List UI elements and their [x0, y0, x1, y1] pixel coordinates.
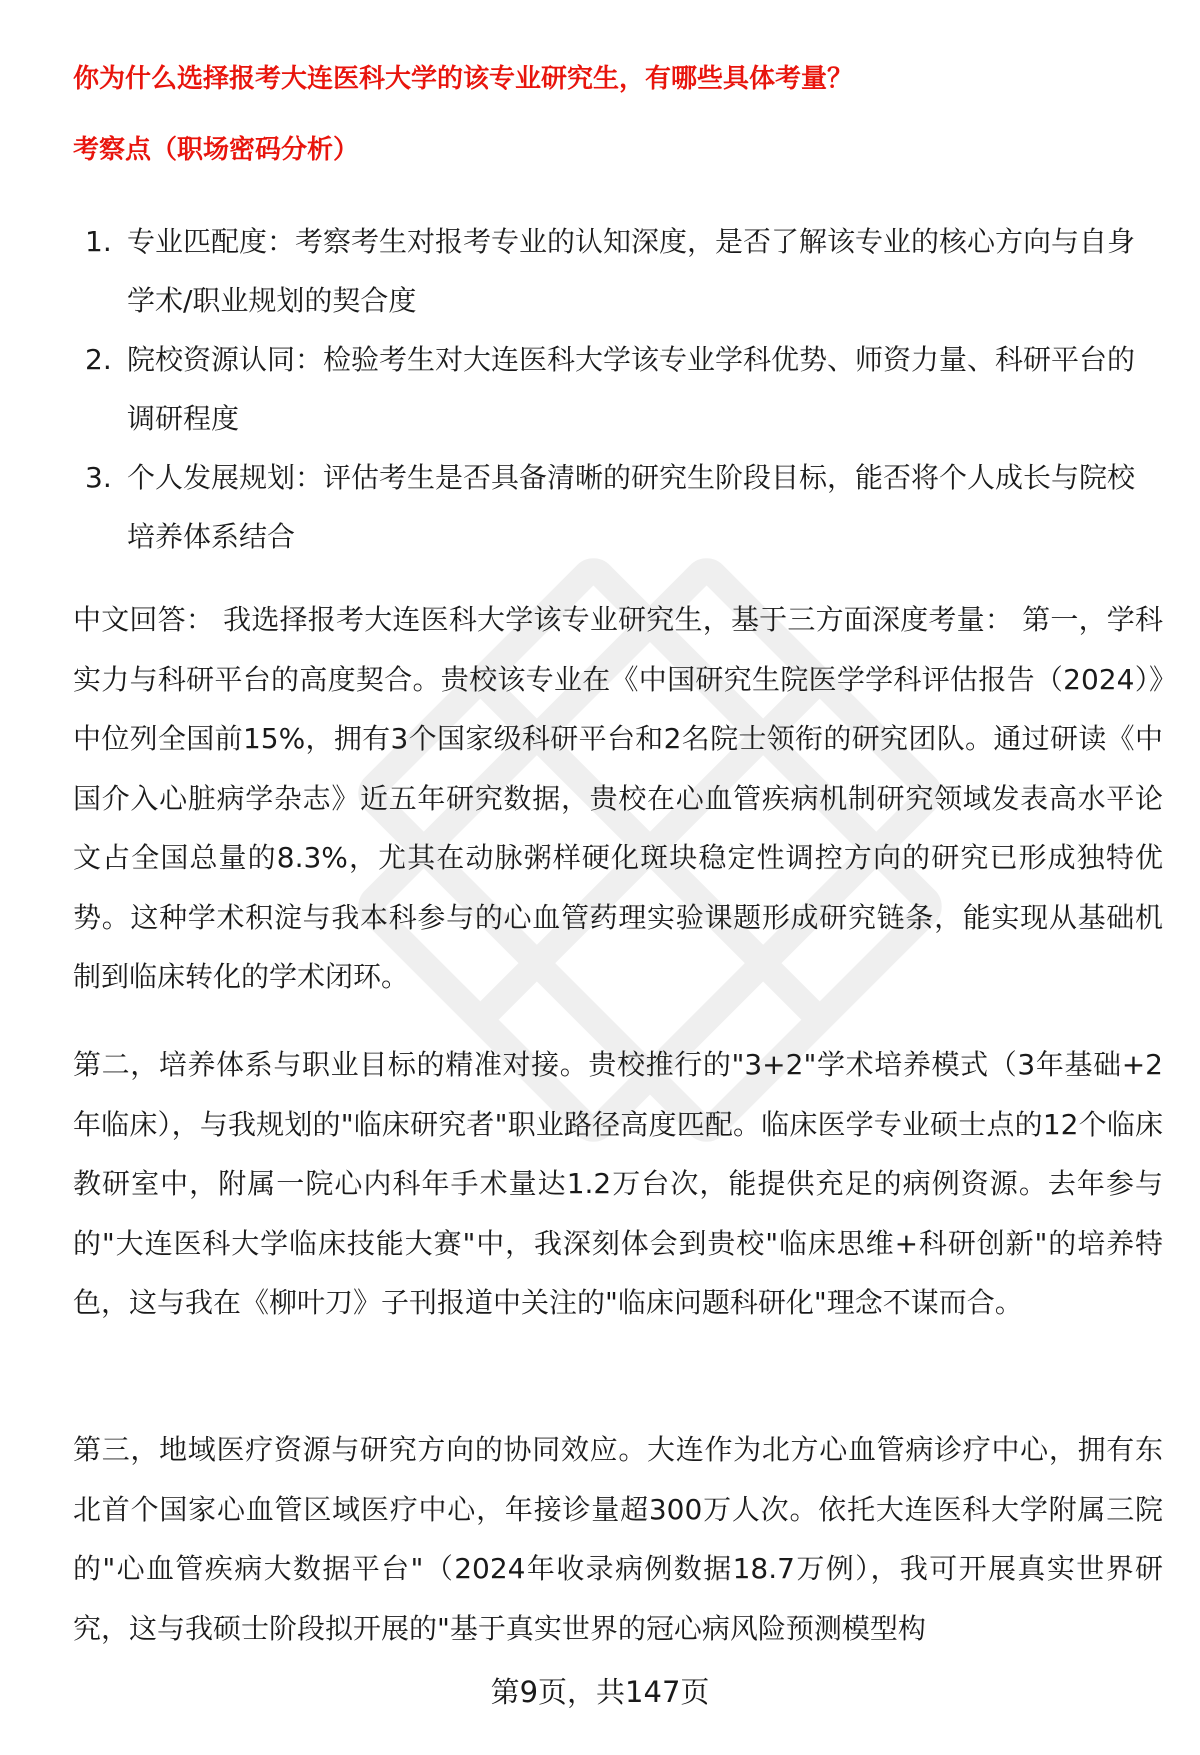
list-item-number: 3.: [85, 461, 112, 494]
list-item-text: 专业匹配度：考察考生对报考专业的认知深度，是否了解该专业的核心方向与自身学术/职业规划的契合度: [127, 225, 1136, 317]
assessment-points-list: [73, 212, 1143, 566]
answer-paragraph-1: 中文回答： 我选择报考大连医科大学该专业研究生，基于三方面深度考量： 第一，学科实力与科研平台的高度契合。贵校该专业在《中国研究生院医学学科评估报告（2024）》中位列全国前15%，拥有3个国家级科研平台和2名院士领衔的研究团队。通过研读《中国介入心脏病学杂志》近五年研究数据，贵校在心血管疾病机制研究领域发表高水平论文占全国总量的8.3%，尤其在动脉粥样硬化斑块稳定性调控方向的研究已形成独特优势。这种学术积淀与我本科参与的心血管药理实验课题形成研究链条，能实现从基础机制到临床转化的学术闭环。: [73, 603, 1163, 993]
list-item-text: 院校资源认同：检验考生对大连医科大学该专业学科优势、师资力量、科研平台的调研程度: [127, 343, 1136, 435]
page-number-footer: 第9页，共147页: [490, 1675, 710, 1709]
question-heading: 你为什么选择报考大连医科大学的该专业研究生，有哪些具体考量？: [73, 64, 854, 94]
assessment-points-heading: 考察点（职场密码分析）: [73, 135, 360, 165]
list-item: [73, 330, 1143, 448]
list-item: [73, 212, 1143, 330]
list-item-text: 个人发展规划：评估考生是否具备清晰的研究生阶段目标，能否将个人成长与院校培养体系结合: [127, 461, 1136, 553]
answer-paragraph-2: 第二，培养体系与职业目标的精准对接。贵校推行的"3+2"学术培养模式（3年基础+2年临床），与我规划的"临床研究者"职业路径高度匹配。临床医学专业硕士点的12个临床教研室中，附属一院心内科年手术量达1.2万台次，能提供充足的病例资源。去年参与的"大连医科大学临床技能大赛"中，我深刻体会到贵校"临床思维+科研创新"的培养特色，这与我在《柳叶刀》子刊报道中关注的"临床问题科研化"理念不谋而合。: [73, 1048, 1163, 1319]
list-item: [73, 448, 1143, 566]
answer-paragraph-3: 第三，地域医疗资源与研究方向的协同效应。大连作为北方心血管病诊疗中心，拥有东北首个国家心血管区域医疗中心，年接诊量超300万人次。依托大连医科大学附属三院的"心血管疾病大数据平台"（2024年收录病例数据18.7万例），我可开展真实世界研究，这与我硕士阶段拟开展的"基于真实世界的冠心病风险预测模型构: [73, 1433, 1163, 1645]
list-item-number: 1.: [85, 225, 112, 258]
list-item-number: 2.: [85, 343, 112, 376]
